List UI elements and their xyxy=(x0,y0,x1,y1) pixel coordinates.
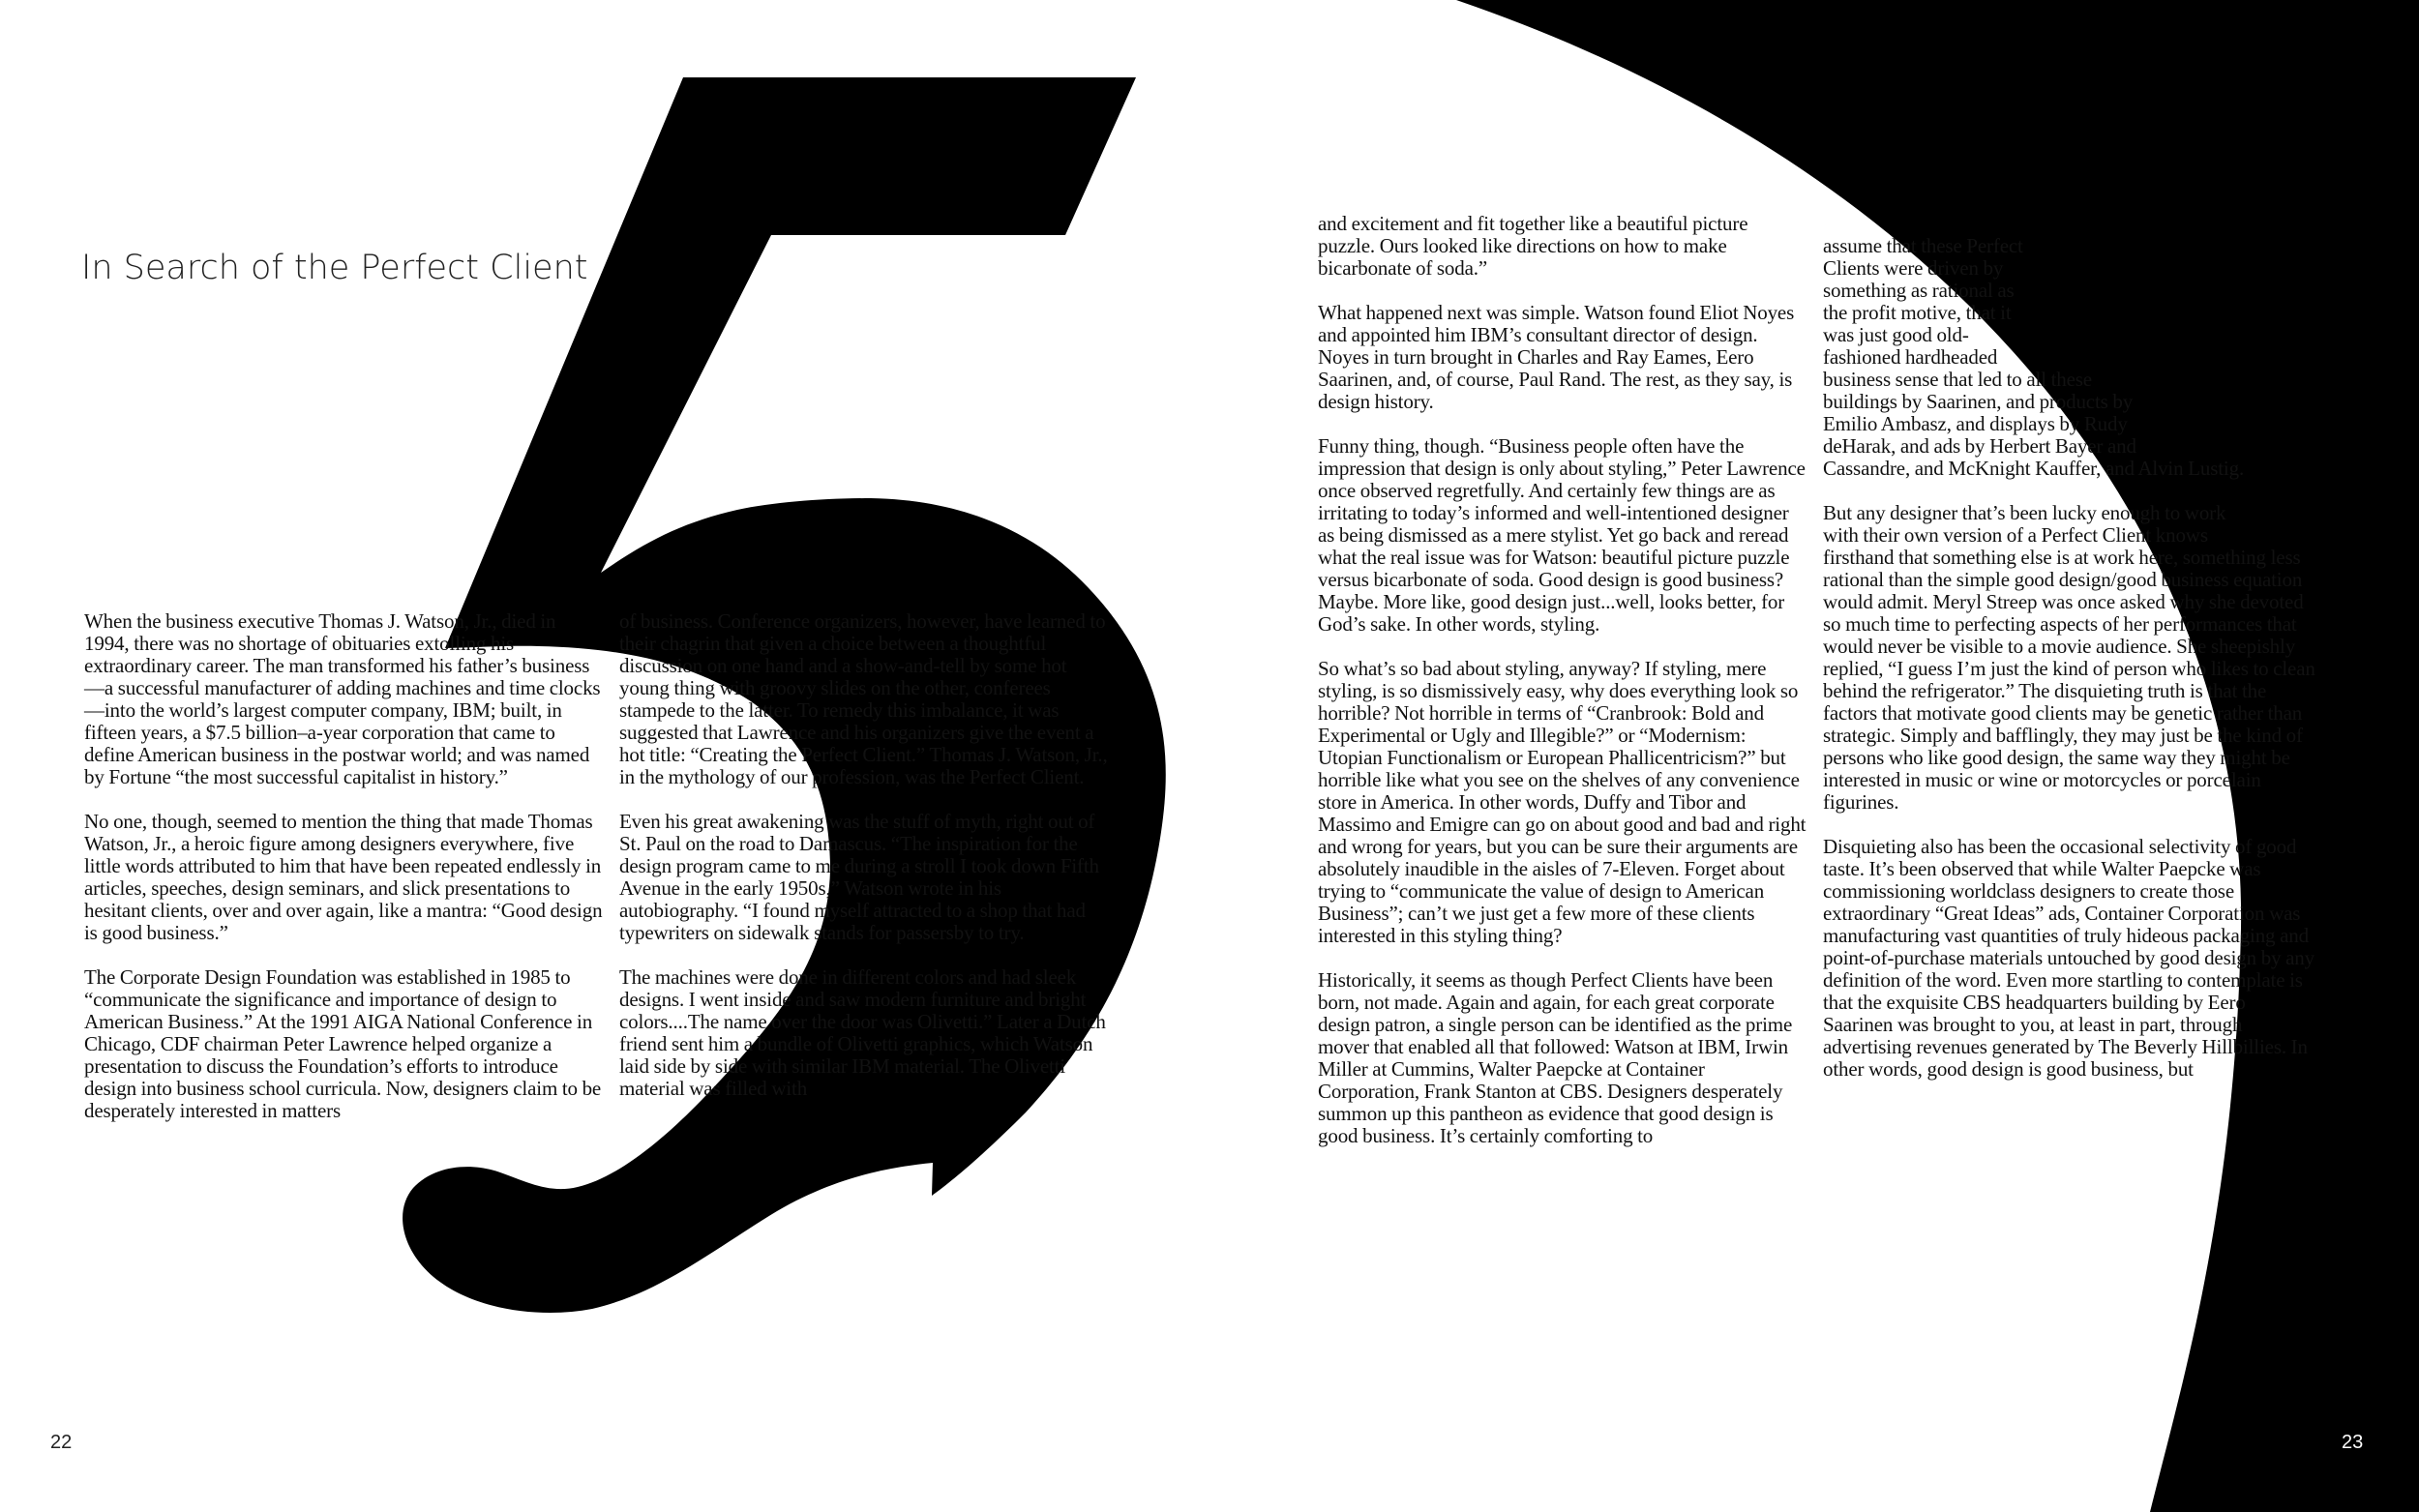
chapter-title: In Search of the Perfect Client xyxy=(81,249,588,287)
text-wrap-spacer xyxy=(2258,458,2316,547)
paragraph: and excitement and fit together like a beautiful picture puzzle. Ours looked like directions on how to make bicarbonate of soda.” xyxy=(1318,212,1748,280)
paragraph: assume that these Perfect Clients were driven by something as rational as the profit motive, that it was just good old-fashioned hardheaded business sense that led to all these buildings by Saarinen, and products by Emilio Ambasz, and displays by Rudy deHarak, and ads by Herbert Bayer and Cassandre, and McKnight Kauffer, and Alvin Lustig. xyxy=(1823,234,2245,480)
paragraph: So what’s so bad about styling, anyway? If styling, mere styling, is so dismissively easy, why does everything look so horrible? Not horrible in terms of “Cranbrook: Bold and Experimental or Ugly and Illegible?” or “Modernism: Utopian Functionalism or European Phallicentricism?” but horrible like what you see on the shelves of any convenience store in America. In other words, Duffy and Tibor and Massimo and Emigre can go on about good and bad and right and wrong for years, but you can be sure their arguments are absolutely inaudible in the aisles of 7-Eleven. Forget about trying to “communicate the value of design to American Business”; can’t we just get a few more of these clients interested in this styling thing? xyxy=(1318,657,1807,947)
paragraph: When the business executive Thomas J. Watson, Jr., died in 1994, there was no shortage of obituaries extolling his extraordinary career. The man transformed his father’s business—a successful manufacturer of adding machines and time clocks—into the world’s largest computer company, IBM; built, in fifteen years, a $7.5 billion–a-year corporation that came to define American business in the postwar world; and was named by Fortune “the most successful capitalist in history.” xyxy=(84,609,601,788)
text-column-1 xyxy=(84,610,603,1122)
text-wrap-spacer xyxy=(2036,235,2316,369)
paragraph: No one, though, seemed to mention the thing that made Thomas Watson, Jr., a heroic figure among designers everywhere, five little words attributed to him that have been repeated endlessly in articles, speeches, design seminars, and slick presentations to hesitant clients, over and over again, like a mantra: “Good design is good business.” xyxy=(84,810,603,944)
paragraph: Historically, it seems as though Perfect Clients have been born, not made. Again and again, for each great corporate design patron, a single person can be identified as the prime mover that enabled all that followed: Watson at IBM, Irwin Miller at Cummins, Walter Paepcke at Container Corporation, Frank Stanton at CBS. Designers desperately summon up this pantheon as evidence that good design is good business. It’s certainly comforting to xyxy=(1318,968,1793,1147)
text-column-3 xyxy=(1318,213,1809,1147)
paragraph: Disquieting also has been the occasional selectivity of good taste. It’s been observed that while Walter Paepcke was commissioning worldclass designers to create those extraordinary “Great Ideas” ads, Container Corporation was manufacturing vast quantities of truly hideous packaging and point-of-purchase materials untouched by good design by any definition of the word. Even more startling to contemplate is that the exquisite CBS headquarters building by Eero Saarinen was brought to you, at least in part, through advertising revenues generated by The Beverly Hillbillies. In other words, good design is good business, but xyxy=(1823,835,2314,1081)
text-wrap-spacer xyxy=(2152,369,2316,458)
page-number-left: 22 xyxy=(50,1432,73,1453)
paragraph: Funny thing, though. “Business people often have the impression that design is only about styling,” Peter Lawrence once observed regretfully. And certainly few things are as irritating to today’s informed and well-intentioned designer as being dismissed as a mere stylist. Yet go back and reread what the real issue was for Watson: beautiful picture puzzle versus bicarbonate of soda. Good design is good business? Maybe. More like, good design just...well, looks better, for God’s sake. In other words, styling. xyxy=(1318,434,1806,636)
paragraph: The machines were done in different colors and had sleek designs. I went inside and saw modern furniture and bright colors....The name over the door was Olivetti.” Later a Dutch friend sent him a bundle of Olivetti graphics, which Watson laid side by side with similar IBM material. The Olivetti material was filled with xyxy=(619,965,1106,1100)
text-column-2 xyxy=(619,610,1117,1100)
text-column-4 xyxy=(1823,235,2316,1081)
paragraph: Even his great awakening was the stuff of myth, right out of St. Paul on the road to Damascus. “The inspiration for the design program came to me during a stroll I took down Fifth Avenue in the early 1950s,” Watson wrote in his autobiography. “I found myself attracted to a shop that had typewriters on sidewalk stands for passersby to try. xyxy=(619,810,1099,944)
paragraph: The Corporate Design Foundation was established in 1985 to “communicate the significance and importance of design to American Business.” At the 1991 AIGA National Conference in Chicago, CDF chairman Peter Lawrence helped organize a presentation to discuss the Foundation’s efforts to introduce design into business school curricula. Now, designers claim to be desperately interested in matters xyxy=(84,965,602,1122)
paragraph: But any designer that’s been lucky enough to work with their own version of a Perfect Client knows firsthand that something else is at work here, something less rational than the simple good design/good business equation would admit. Meryl Streep was once asked why she devoted so much time to perfecting aspects of her performances that would never be visible to a movie audience. She sheepishly replied, “I guess I’m just the kind of person who likes to clean behind the refrigerator.” The disquieting truth is that the factors that motivate good clients may be genetic rather than strategic. Simply and bafflingly, they may just be the kind of persons who like good design, the same way they might be interested in music or wine or motorcycles or porcelain figurines. xyxy=(1823,501,2315,814)
paragraph: of business. Conference organizers, however, have learned to their chagrin that given a choice between a thoughtful discussion on one hand and a show-and-tell by some hot young thing with groovy slides on the other, conferees stampede to the latter. To remedy this imbalance, it was suggested that Lawrence and his organizers give the event a hot title: “Creating the Perfect Client.” Thomas J. Watson, Jr., in the mythology of our profession, was the Perfect Client. xyxy=(619,609,1108,788)
paragraph: What happened next was simple. Watson found Eliot Noyes and appointed him IBM’s consultant director of design. Noyes in turn brought in Charles and Ray Eames, Eero Saarinen, and, of course, Paul Rand. The rest, as they say, is design history. xyxy=(1318,301,1795,413)
page-number-right: 23 xyxy=(2342,1432,2364,1453)
